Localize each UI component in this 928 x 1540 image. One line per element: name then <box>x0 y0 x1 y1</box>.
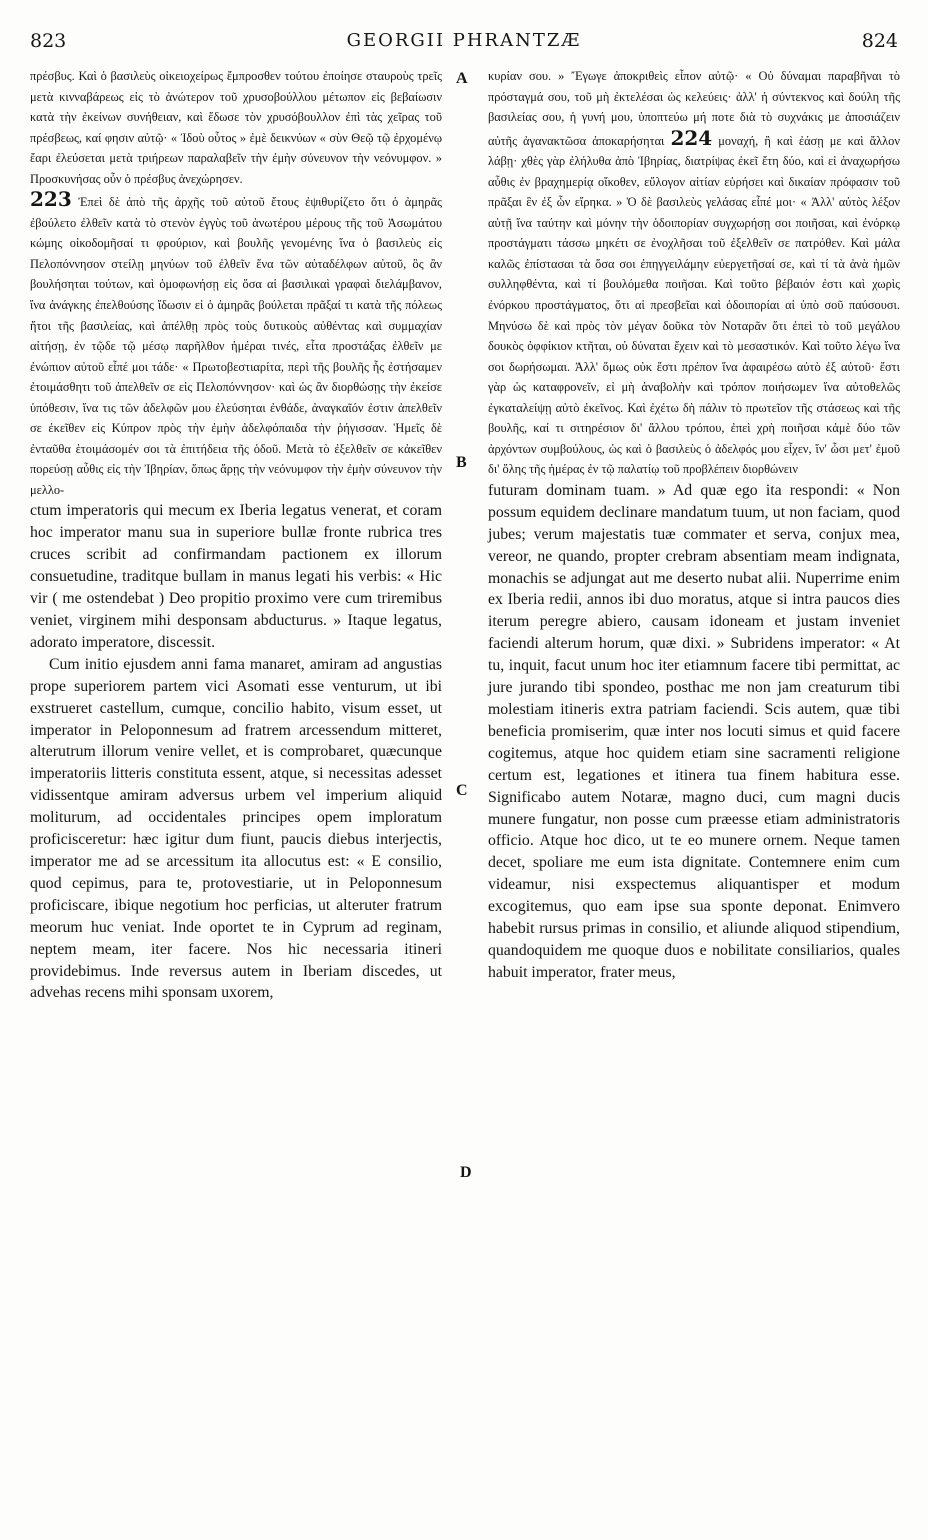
right-column <box>488 66 900 984</box>
margin-letter-a: A <box>456 70 468 87</box>
margin-letter-c: C <box>456 782 468 799</box>
greek-text: μοναχή, ἢ καὶ ἐάσῃ με καὶ ἄλλον λάβῃ· χθὲς γὰρ ἐλήλυθα ἀπὸ Ἰβηρίας, διατρίψας ἐκεῖ ἔτη δύο, καὶ εἰ ἀναχωρήσω αὖθις ἐν βραχημερίᾳ οἴκοθεν, εὔλογον αἰτίαν εὑρήσει καὶ δικαίαν πρόφασιν τοῦ πρᾶξαι ἓν ἐξ ὧν εἴρηκα. » Ὁ δὲ βασιλεὺς γελάσας εἶπέ μοι· « Ἀλλ' αὐτὸς λέξον αὐτῇ ἵνα ταύτην καὶ μόνην τὴν ὁδοιπορίαν συγχωρήσῃ σοι ποιῆσαι, καὶ ἐνόρκῳ προστάγματι τάσσω μηκέτι σε ἐνοχλῆσαι τοῦ ἐξελθεῖν σε πατρόθεν. Καὶ μάλα καλῶς ἐπίστασαι τὰ ὅσα σοι ἐπηγγειλάμην εὐεργετῆσαί σε, καὶ τί τὰ ἀνὰ ἡμῶν συλληφθέντα, καὶ τί βουλόμεθα ποιῆσαι. Καὶ τοῦτο βέβαιόν ἐστι καὶ χωρὶς ἐνόρκου προστάγματος, ὅτι αἱ πρεσβεῖαι καὶ ὁδοιπορίαι αἱ ὑπὸ σοῦ παύσουσι. Μηνύσω δὲ καὶ πρὸς τὸν μέγαν δοῦκα τὸν Νοταρᾶν ὅτι ἐπεὶ τὸ τοῦ μεγάλου δουκὸς ὀφφίκιον κτῆται, οὐ δύναται ἔχειν καὶ τὸ μεσαστικόν. Καὶ τοῦτο λέγω ἵνα σοι δωρήσωμαι. Ἀλλ' ὅμως οὐκ ἔστι πρέπον ἵνα ἀφαιρέσω αὐτὸ ἐξ αὐτοῦ· ἔστι γὰρ ὡς καταφρονεῖν, εἰ μὴ ἀναβολὴν καὶ τρόπον ποιήσωμεν ἵνα αὐτοθελῶς ἐγκαταλείψῃ αὐτὸ ἐκεῖνος. Καὶ ἐχέτω δὴ πάλιν τὸ πρωτεῖον τῆς στάσεως καὶ τῆς βουλῆς, καί τι σιτηρέσιον δι' ἄλλου τρόπου, ἐπεὶ χρὴ ποιῆσαι κἀμὲ δύο τῶν ἀρχόντων συμβούλους, ὡς καὶ ὁ βασιλεὺς ὁ ἀδελφός μου εἶχεν, ἵν' ὦσι μετ' ἐμοῦ δι' ὅλης τῆς ἡμέρας ἐν τῷ παλατίῳ τοῦ προβλέπειν διορθώνειν <box>488 133 900 477</box>
left-column <box>30 66 442 1004</box>
latin-paragraph: futuram dominam tuam. » Ad quæ ego ita respondi: « Non possum equidem declinare mandatum tuum, ut non faciam, quod jubes; verum majestatis tuæ commater et serva, conjux mea, vereor, ne quando, propter crebram absentiam meam indignata, monachis se adjungat aut me deserto nubat alii. Nuperrime enim ex Iberia redii, annos ibi duo moratus, atque si intra paucos dies iterum peregre abiero, causam idoneam et justam inveniet faciendi alterum horum, quæ dixi. » Subridens imperator: « At tu, inquit, facut unum hoc iter etiamnum facere tibi permittat, ac jure jurando tibi spondeo, posthac me non jam creaturum tibi molestiam itineris extra patriam faciendi. Scis autem, quæ tibi beneficia promiserim, quæ inter nos locuti simus et quid facere cogitemus, atque hoc quidem etiam sine sacramenti religione certum est, legationes et itinera tua finem habitura esse. Significabo autem Notaræ, magno duci, cum magni ducis munere fungatur, non posse cum præesse etiam administratoris officio. Atque hoc dico, ut te eo munere ornem. Neque tamen decet, spoliare me eum ista dignitate. Contemnere enim cum videamur, nisi exspectemus aliquantisper et modum excogitemus, quo eam ipse sua sponte deponat. Enimvero habebit rursus primas in consilio, et aliunde aliquod stipendium, quandoquidem me quoque duos e nobilitate consiliarios, quales habuit imperator, frater meus, <box>488 481 900 981</box>
latin-paragraph: ctum imperatoris qui mecum ex Iberia legatus venerat, et coram hoc imperator manu sua in superiore bullæ fronte rubrica tres cruces scribit ad confirmandam pactionem ex illorum consuetudine, traditque bullam in manus legati his verbis: « Hic vir ( me ostendebat ) Deo propitio proximo vere cum triremibus veniet, virginem mihi desponsam abducturus. » Itaque legatus, adorato imperatore, discessit. <box>30 502 442 651</box>
page-number-right: 824 <box>861 30 898 52</box>
greek-paragraph: πρέσβυς. Καὶ ὁ βασιλεὺς οἰκειοχείρως ἔμπροσθεν τούτου ἐποίησε σταυροὺς τρεῖς μετὰ κινναβάρεως εἰς τὸ ἀνώτερον τοῦ χρυσοβούλλου μέτωπον εἰς βεβαίωσιν κατὰ τὴν ἐκείνων συνήθειαν, καὶ ἔδωσε τὸν χρυσόβουλλον ἐπὶ τὰς χεῖρας τοῦ πρέσβεως, καί φησιν αὐτῷ· « Ἰδοὺ οὗτος » ἐμὲ δεικνύων « σὺν Θεῷ τῷ ἐρχομένῳ ἔαρι ἐλεύσεται μετὰ τριήρεων παραλαβεῖν τὴν ἐμὴν σύνευνον τὴν νεόνυμφον. » Προσκυνήσας οὖν ὁ πρέσβυς ἀνεχώρησεν. <box>30 69 442 186</box>
greek-text: κυρίαν σου. » Ἔγωγε ἀποκριθεὶς εἶπον αὐτῷ· « Οὐ δύναμαι παραβῆναι τὸ πρόσταγμά σου, τοῦ μὴ ἐκτελέσαι ὡς κελεύεις· ἀλλ' ἡ σύντεκνος καὶ δούλη τῆς βασιλείας σου, ἡ γυνή μου, ὑποπτεύω μή ποτε διὰ τὸ συχνάκις με ἀποσιάζειν αὐτῆς ἀγανακτῶσα ἀποκαρήσηται <box>488 69 900 148</box>
greek-paragraph <box>488 66 900 480</box>
section-number: 224 <box>670 125 713 150</box>
section-number: 223 <box>30 187 72 212</box>
latin-paragraph: Cum initio ejusdem anni fama manaret, amiram ad angustias prope superiorem partem vici Asomati esse venturum, ut ibi exstrueret castellum, cumque, concilio habito, visum esset, ut imperator in Peloponnesum ad fratrem arcessendum mitteret, alterutrum illorum venire vellet, et is comprobaret, quæcunque imperatoriis litteris constituta essent, atque, si necessitas adesset vidissentque amiram adversus urbem vel imperium aliquid moliturum, ad occidentales principes opem imploratum proficisceretur: hæc igitur dum fiunt, paucis diebus interjectis, imperator me ad se arcessitum ita allocutus est: « E consilio, quod cepimus, para te, protovestiarie, ut in Peloponnesum proficiscare, ibique negotium hoc perficias, ut alteruter fratrum meorum huc veniat. Inde oportet te in Cyprum ad reginam, neptem meam, iter facere. Nos hic necessaria itineri providebimus. Inde reversus autem in Iberiam discedes, ut advehas recens mihi sponsam uxorem, <box>30 655 442 1002</box>
greek-text: Ἐπεὶ δὲ ἀπὸ τῆς ἀρχῆς τοῦ αὐτοῦ ἔτους ἐψιθυρίζετο ὅτι ὁ ἀμηρᾶς ἐβούλετο ἐλθεῖν κατὰ τὸ στενὸν ἐγγὺς τοῦ ἀνωτέρου μέρους τῆς τοῦ Ἀσωμάτου κώμης οἰκοδομῆσαί τι φρούριον, καὶ βουλῆς γενομένης ἵνα ὁ βασιλεὺς εἰς Πελοπόννησον στείλῃ μηνύων τοῦ ἐλθεῖν ἕνα τῶν αὐταδέλφων αὐτοῦ, ὃς ἂν βουλήσηται τούτων, καὶ ὁμοφωνήσῃ εἰς ὅσα αἱ βασιλικαὶ γραφαὶ διελάμβανον, ἵνα ἀνάγκης ἐπελθούσης ἴδωσιν εἰ ὁ ἀμηρᾶς βούλεται πρᾶξαί τι κατὰ τῆς πόλεως ἤτοι τῆς βασιλείας, καὶ ἀπέλθῃ πρὸς τοὺς δυτικοὺς αὐθέντας καὶ συμμαχίαν αἰτήσῃ, ἐν τῷδε τῷ μέσῳ παρῆλθον ἡμέραι τινές, εἶτα προστάξας ἐλθεῖν με ἐνώπιον αὐτοῦ εἶπέ μοι τάδε· « Πρωτοβεστιαρίτα, περὶ τῆς βουλῆς ἧς ἐστήσαμεν ἐτοιμάσθητι τοῦ ἀπελθεῖν σε εἰς Πελοπόννησον· καὶ ὡς ἂν διορθώσῃς τὴν ἐκείσε ὑπόθεσιν, ἵνα τις τῶν ἀδελφῶν μου ἐλεύσηται ἐνθάδε, ἀναγκαῖόν ἐστιν ἀπελθεῖν σε ἐκεῖθεν εἰς Κύπρον πρὸς τὴν ἐμὴν ἀδελφόπαιδα τὴν ῥήγισσαν. Ἡμεῖς δὲ ἐνταῦθα ἑτοιμάσομέν σοι τὰ ἐπιτήδεια τῆς ὁδοῦ. Μετὰ τὸ ἐξελθεῖν σε κἀκεῖθεν πορεύσῃ αὖθις εἰς τὴν Ἰβηρίαν, ὅπως ἄρῃς τὴν νεόνυμφον τὴν ἐμὴν σύνευνον τὴν μελλο- <box>30 195 442 497</box>
margin-letter-b: B <box>456 454 467 471</box>
page-header <box>30 30 898 54</box>
page-number-left: 823 <box>30 30 67 52</box>
greek-paragraph <box>30 189 442 500</box>
margin-letter-d: D <box>460 1164 472 1181</box>
running-title: GEORGII PHRANTZÆ <box>346 30 582 51</box>
